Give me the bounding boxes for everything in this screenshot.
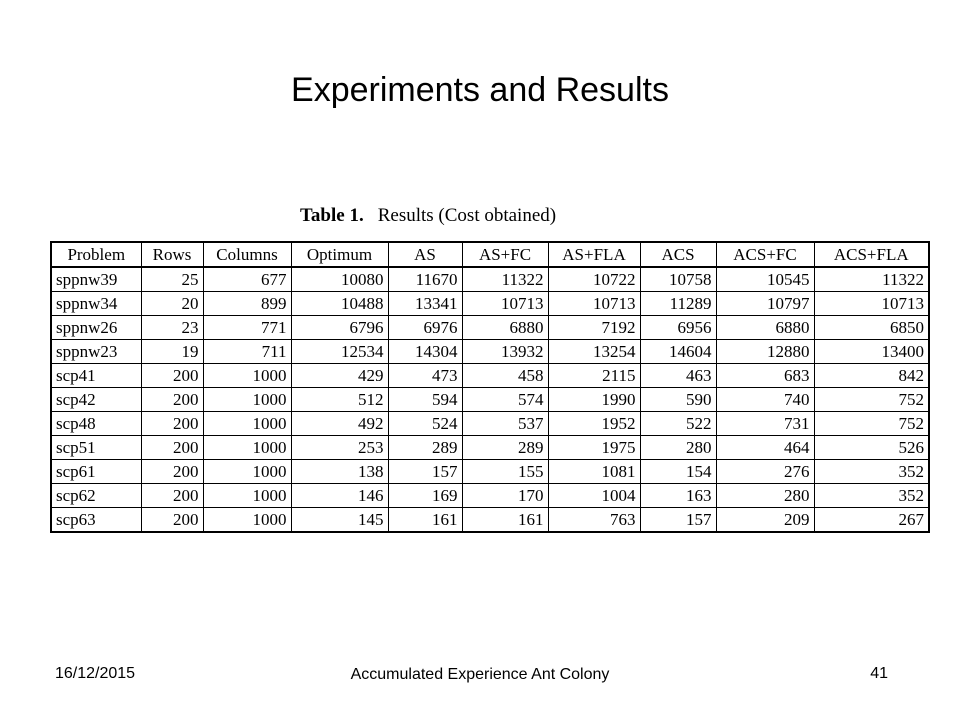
- table-cell: 1000: [203, 388, 291, 412]
- table-cell: 200: [141, 436, 203, 460]
- table-cell: 11322: [814, 267, 929, 292]
- table-cell: 522: [640, 412, 716, 436]
- table-caption: [300, 204, 700, 228]
- table-cell: 25: [141, 267, 203, 292]
- table-cell: 771: [203, 316, 291, 340]
- table-cell: 146: [291, 484, 388, 508]
- table-cell: 14604: [640, 340, 716, 364]
- column-header: ACS+FLA: [814, 242, 929, 267]
- table-cell: 12534: [291, 340, 388, 364]
- table-cell: 10545: [716, 267, 814, 292]
- table-cell: 14304: [388, 340, 462, 364]
- table-cell: 13254: [548, 340, 640, 364]
- problem-name-cell: sppnw23: [51, 340, 141, 364]
- table-cell: 352: [814, 484, 929, 508]
- table-cell: 899: [203, 292, 291, 316]
- table-cell: 740: [716, 388, 814, 412]
- table-cell: 352: [814, 460, 929, 484]
- results-table: [50, 241, 930, 533]
- table-cell: 6976: [388, 316, 462, 340]
- problem-name-cell: scp63: [51, 508, 141, 533]
- table-cell: 10713: [814, 292, 929, 316]
- table-cell: 11670: [388, 267, 462, 292]
- table-header-row: [51, 242, 929, 267]
- table-cell: 13341: [388, 292, 462, 316]
- column-header: Columns: [203, 242, 291, 267]
- table-cell: 763: [548, 508, 640, 533]
- table-caption-label: Table 1.: [300, 205, 364, 226]
- table-cell: 1000: [203, 436, 291, 460]
- table-cell: 6956: [640, 316, 716, 340]
- table-cell: 200: [141, 364, 203, 388]
- table-cell: 23: [141, 316, 203, 340]
- table-row: [51, 436, 929, 460]
- table-row: [51, 364, 929, 388]
- table-cell: 267: [814, 508, 929, 533]
- table-cell: 1990: [548, 388, 640, 412]
- table-cell: 1004: [548, 484, 640, 508]
- table-cell: 752: [814, 412, 929, 436]
- column-header: Problem: [51, 242, 141, 267]
- table-cell: 13932: [462, 340, 548, 364]
- table-row: [51, 460, 929, 484]
- table-cell: 683: [716, 364, 814, 388]
- table-cell: 19: [141, 340, 203, 364]
- problem-name-cell: scp51: [51, 436, 141, 460]
- table-cell: 200: [141, 388, 203, 412]
- problem-name-cell: scp41: [51, 364, 141, 388]
- table-cell: 200: [141, 484, 203, 508]
- table-cell: 12880: [716, 340, 814, 364]
- column-header: ACS+FC: [716, 242, 814, 267]
- table-cell: 138: [291, 460, 388, 484]
- table-cell: 10713: [462, 292, 548, 316]
- table-cell: 1081: [548, 460, 640, 484]
- table-cell: 6880: [716, 316, 814, 340]
- table-cell: 155: [462, 460, 548, 484]
- table-cell: 157: [640, 508, 716, 533]
- column-header: Rows: [141, 242, 203, 267]
- table-cell: 154: [640, 460, 716, 484]
- table-cell: 1000: [203, 484, 291, 508]
- table-cell: 289: [388, 436, 462, 460]
- table-cell: 594: [388, 388, 462, 412]
- table-cell: 13400: [814, 340, 929, 364]
- table-cell: 524: [388, 412, 462, 436]
- table-cell: 6880: [462, 316, 548, 340]
- table-cell: 20: [141, 292, 203, 316]
- table-cell: 161: [388, 508, 462, 533]
- table-cell: 11289: [640, 292, 716, 316]
- table-cell: 7192: [548, 316, 640, 340]
- footer-title: Accumulated Experience Ant Colony: [350, 666, 610, 683]
- table-cell: 1000: [203, 364, 291, 388]
- table-cell: 711: [203, 340, 291, 364]
- table-cell: 11322: [462, 267, 548, 292]
- table-cell: 10758: [640, 267, 716, 292]
- table-row: [51, 388, 929, 412]
- table-cell: 6850: [814, 316, 929, 340]
- table-cell: 161: [462, 508, 548, 533]
- table-row: [51, 412, 929, 436]
- footer-date: 16/12/2015: [55, 665, 136, 682]
- table-cell: 10488: [291, 292, 388, 316]
- table-cell: 200: [141, 508, 203, 533]
- table-row: [51, 316, 929, 340]
- table-cell: 280: [716, 484, 814, 508]
- column-header: AS+FLA: [548, 242, 640, 267]
- table-cell: 289: [462, 436, 548, 460]
- table-cell: 10722: [548, 267, 640, 292]
- table-cell: 157: [388, 460, 462, 484]
- table-cell: 574: [462, 388, 548, 412]
- table-cell: 10713: [548, 292, 640, 316]
- table-cell: 842: [814, 364, 929, 388]
- table-cell: 280: [640, 436, 716, 460]
- problem-name-cell: scp62: [51, 484, 141, 508]
- table-cell: 209: [716, 508, 814, 533]
- table-cell: 200: [141, 460, 203, 484]
- table-cell: 512: [291, 388, 388, 412]
- table-cell: 6796: [291, 316, 388, 340]
- problem-name-cell: sppnw39: [51, 267, 141, 292]
- table-cell: 10797: [716, 292, 814, 316]
- table-row: [51, 508, 929, 533]
- table-header: [51, 242, 929, 267]
- problem-name-cell: sppnw26: [51, 316, 141, 340]
- table-row: [51, 267, 929, 292]
- problem-name-cell: sppnw34: [51, 292, 141, 316]
- table-cell: 537: [462, 412, 548, 436]
- page-number: 41: [870, 665, 888, 682]
- table-cell: 2115: [548, 364, 640, 388]
- table-cell: 492: [291, 412, 388, 436]
- table-cell: 276: [716, 460, 814, 484]
- table-cell: 200: [141, 412, 203, 436]
- table-body: [51, 267, 929, 532]
- problem-name-cell: scp42: [51, 388, 141, 412]
- table-cell: 731: [716, 412, 814, 436]
- table-cell: 1000: [203, 460, 291, 484]
- table-cell: 473: [388, 364, 462, 388]
- table-cell: 429: [291, 364, 388, 388]
- column-header: AS: [388, 242, 462, 267]
- table-cell: 590: [640, 388, 716, 412]
- table-cell: 170: [462, 484, 548, 508]
- column-header: AS+FC: [462, 242, 548, 267]
- table-row: [51, 484, 929, 508]
- table-caption-text: Results (Cost obtained): [377, 205, 557, 226]
- problem-name-cell: scp61: [51, 460, 141, 484]
- table-cell: 163: [640, 484, 716, 508]
- table-cell: 1952: [548, 412, 640, 436]
- table-cell: 145: [291, 508, 388, 533]
- table-cell: 10080: [291, 267, 388, 292]
- problem-name-cell: scp48: [51, 412, 141, 436]
- table-cell: 677: [203, 267, 291, 292]
- table-cell: 1000: [203, 508, 291, 533]
- table-cell: 463: [640, 364, 716, 388]
- column-header: ACS: [640, 242, 716, 267]
- table-cell: 1000: [203, 412, 291, 436]
- table-cell: 1975: [548, 436, 640, 460]
- column-header: Optimum: [291, 242, 388, 267]
- table-cell: 752: [814, 388, 929, 412]
- table-cell: 253: [291, 436, 388, 460]
- table-cell: 526: [814, 436, 929, 460]
- table-cell: 169: [388, 484, 462, 508]
- table-cell: 458: [462, 364, 548, 388]
- table-row: [51, 292, 929, 316]
- slide-title: Experiments and Results: [291, 71, 669, 109]
- table-cell: 464: [716, 436, 814, 460]
- table-row: [51, 340, 929, 364]
